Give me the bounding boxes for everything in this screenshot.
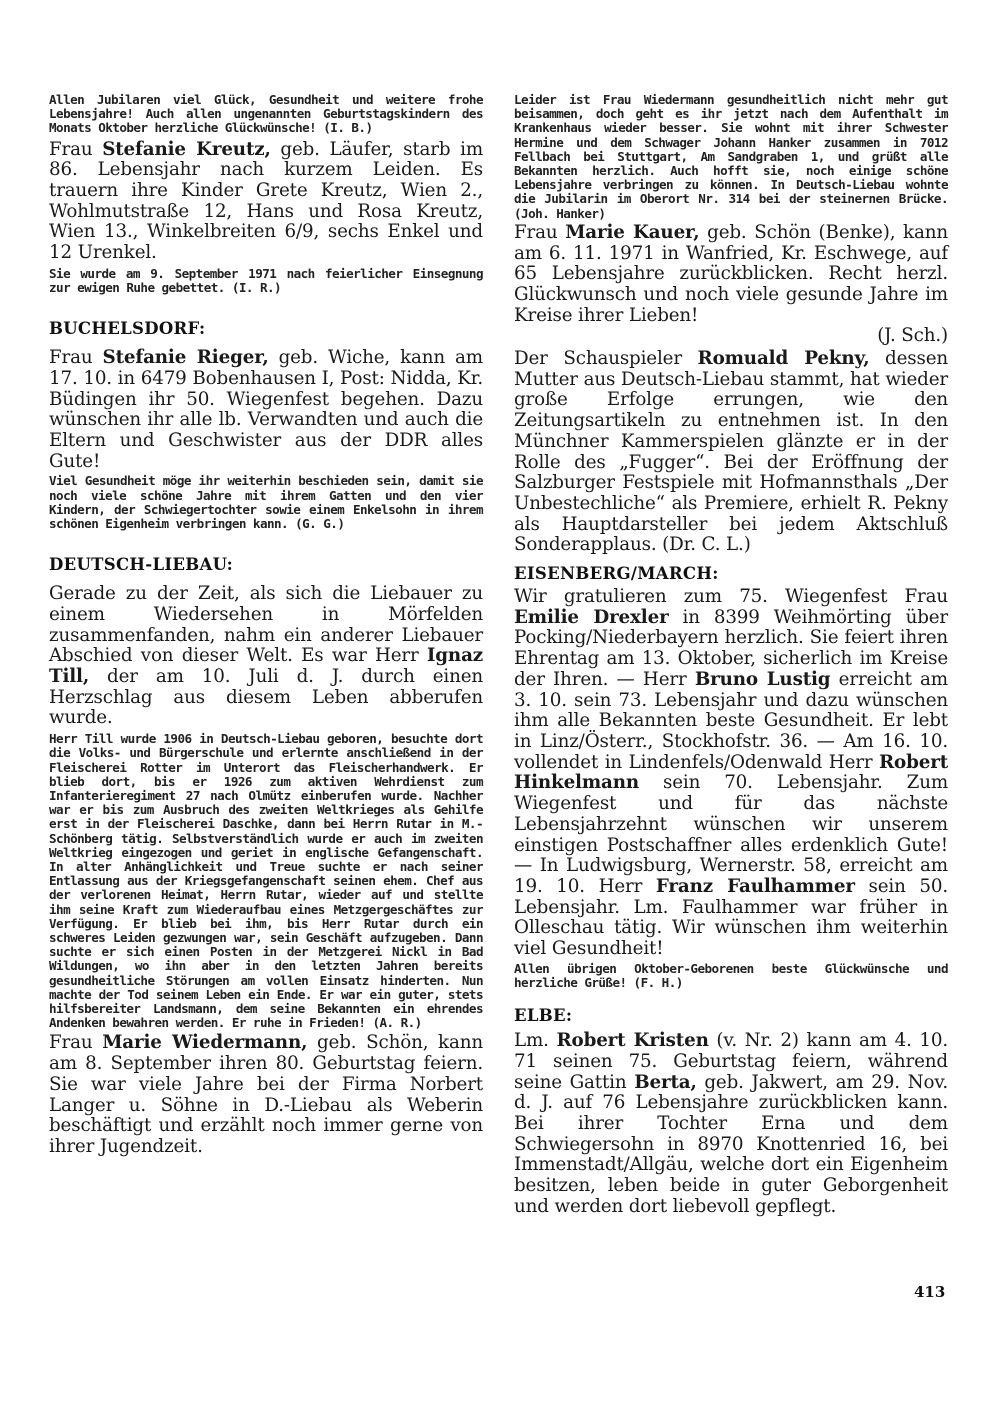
person-name: Stefanie Kreutz, xyxy=(102,138,271,160)
text: Der Schauspieler xyxy=(514,348,698,370)
section-heading-elbe: ELBE: xyxy=(514,1006,573,1026)
kauer-notice xyxy=(514,223,948,327)
person-name: Ignaz Till, xyxy=(49,645,483,688)
text: Wir gratulieren zum 75. Wiegenfest Frau xyxy=(514,586,948,608)
intro-note: Allen Jubilaren viel Glück, Gesundheit und weitere frohe Lebensjahre! Auch allen ungenannten Geburtstagskindern des Monats Oktober herzliche Glückwünsche! (I. B.) xyxy=(49,92,483,136)
text: Gerade zu der Zeit, als sich die Liebauer zu einem Wiedersehen in Mörfelden zusammenfanden, nahm ein anderer Liebauer Abschied von dieser Welt. Es war Herr xyxy=(49,583,483,667)
text: Lm. xyxy=(514,1030,557,1052)
page-number: 413 xyxy=(914,1283,946,1301)
wiedermann-notice xyxy=(49,1033,483,1157)
section-heading-deutsch-liebau: DEUTSCH-LIEBAU: xyxy=(49,555,234,575)
text: geb. Läufer, starb im 86. Lebensjahr nach kurzem Leiden. Es trauern ihre Kinder Grete Kreutz, Wien 2., Wohlmutstraße 12, Hans und Rosa Kreutz, Wien 13., Winkelbreiten 6/9, sechs Enkel und 12 Urenkel. xyxy=(49,138,484,264)
text: Frau xyxy=(514,221,566,243)
rieger-note: Viel Gesundheit möge ihr weiterhin beschieden sein, damit sie noch viele schöne Jahre mit ihrem Gatten und den vier Kindern, der Schwiegertochter sowie einem Enkelsohn in ihrem schönen Eigenheim verbringen kann. (G. G.) xyxy=(49,473,483,532)
person-name: Bruno Lustig xyxy=(694,668,831,690)
person-name: Franz Faulhammer xyxy=(655,875,855,897)
text: geb. Schön, kann am 8. September ihren 80. Geburtstag feiern. Sie war viele Jahre bei der Firma Norbert Langer u. Söhne in D.-Liebau als Weberin beschäftigt und erzählt noch immer gerne von ihrer Jugendzeit. xyxy=(49,1032,483,1157)
person-name: Robert Hinkelmann xyxy=(514,751,948,794)
text: der am 10. Juli d. J. durch einen Herzschlag aus diesem Leben abberufen wurde. xyxy=(49,666,483,729)
text: sein 70. Lebensjahr. Zum Wiegenfest und für das nächste Lebensjahrzehnt wünschen wir unserem einstigen Postschaffner alles erdenklich Gute! — In Ludwigsburg, Wernerstr. 58, erreicht am 19. 10. Herr xyxy=(514,772,948,897)
text: geb. Wiche, kann am 17. 10. in 6479 Bobenhausen I, Post: Nidda, Kr. Büdingen ihr 50. Wiegenfest begehen. Dazu wünschen ihr alle lb. Verwandten und auch die Eltern und Geschwister aus der DDR alles Gute! xyxy=(49,347,483,472)
section-heading-buchelsdorf: BUCHELSDORF: xyxy=(49,319,206,339)
person-name: Robert Kristen xyxy=(556,1030,709,1052)
text: (v. Nr. 2) kann am 4. 10. 71 seinen 75. Geburtstag feiern, während seine Gattin xyxy=(514,1030,949,1093)
text: Frau xyxy=(49,138,103,160)
kristen-notice xyxy=(514,1031,948,1217)
text: dessen Mutter aus Deutsch-Liebau stammt, hat wieder große Erfolge errungen, wie den Zeitungsartikeln zu entnehmen ist. In den Münchner Kammerspielen glänzte er in der Rolle des „Fugger“. Bei der Eröffnung der Salzburger Festspiele mit Hofmannsthals „Der Unbestechliche“ als Premiere, erhielt R. Pekny als Hauptdarsteller bei jedem Aktschluß Sonderapplaus. (Dr. C. L.) xyxy=(514,348,948,556)
text: geb. Schön (Benke), kann am 6. 11. 1971 in Wanfried, Kr. Eschwege, auf 65 Lebensjahre zurückblicken. Recht herzl. Glückwunsch und noch viele gesunde Jahre im Kreise ihrer Lieben! xyxy=(514,221,948,326)
eisenberg-note: Allen übrigen Oktober-Geborenen beste Glückwünsche und herzliche Grüße! (F. H.) xyxy=(514,960,948,990)
text: Frau xyxy=(49,1032,103,1054)
text: Frau xyxy=(49,347,103,369)
text: geb. Jakwert, am 29. Nov. d. J. auf 76 Lebensjahre zurückblicken kann. Bei ihrer Tochter Erna und dem Schwiegersohn in 8970 Knottenried 16, bei Immenstadt/Allgäu, welche dort ein Eigenheim besitzen, leben beide in guter Geborgenheit und werden dort liebevoll gepflegt. xyxy=(514,1071,948,1217)
person-name: Berta, xyxy=(634,1071,697,1093)
pekny-notice xyxy=(514,349,948,556)
person-name: Emilie Drexler xyxy=(514,606,669,628)
rieger-notice xyxy=(49,348,483,472)
kauer-signature: (J. Sch.) xyxy=(877,325,948,347)
wiedermann-note: Leider ist Frau Wiedermann gesundheitlich nicht mehr gut beisammen, doch geht es ihr jetzt nach dem Aufenthalt im Krankenhaus wieder besser. Sie wohnt mit ihrer Schwester Hermine und dem Schwager Johann Hanker zusammen in 7012 Fellbach bei Stuttgart, Am Sandgraben 1, und grüßt alle Bekannten herzlich. Auch hofft sie, noch einige schöne Lebensjahre verbringen zu können. In Deutsch-Liebau wohnte die Jubilarin im Oberort Nr. 314 bei der steinernen Brücke. (Joh. Hanker) xyxy=(514,92,948,221)
text: sein 50. Lebensjahr. Lm. Faulhammer war früher in Olleschau tätig. Wir wünschen ihm weiterhin viel Gesundheit! xyxy=(514,875,949,960)
till-obituary xyxy=(49,584,483,729)
kreutz-note: Sie wurde am 9. September 1971 nach feierlicher Einsegnung zur ewigen Ruhe gebettet. (I. R.) xyxy=(49,265,483,296)
person-name: Marie Kauer, xyxy=(565,221,700,243)
till-biography: Herr Till wurde 1906 in Deutsch-Liebau geboren, besuchte dort die Volks- und Bürgerschule und erlernte anschließend in der Fleischerei Rotter im Unterort das Fleischerhandwerk. Er blieb dort, bis er 1926 zum aktiven Wehrdienst zum Infanterieregiment 27 nach Olmütz einberufen wurde. Nachher war er bis zum Ausbruch des zweiten Weltkrieges als Gehilfe erst in der Fleischerei Daschke, dann bei Herrn Rutar in M.-Schönberg tätig. Selbstverständlich wurde er auch im zweiten Weltkrieg eingezogen und geriet in englische Gefangenschaft. In alter Anhänglichkeit und Treue suchte er nach seiner Entlassung aus der Kriegsgefangenschaft seinen ehem. Chef aus der verlorenen Heimat, Herrn Rutar, wieder auf und stellte ihm seine Kraft zum Wiederaufbau eines Metzgergeschäftes zur Verfügung. Er blieb bei ihm, bis Herr Rutar durch ein schweres Leiden gezwungen war, sein Geschäft aufzugeben. Dann suchte er sich einen Posten in der Metzgerei Nickl in Bad Wildungen, wo ihn aber in den letzten Jahren bereits gesundheitliche Störungen am vollen Einsatz hinderten. Nun machte der Tod seinem Leben ein Ende. Er war ein guter, stets hilfsbereiter Landsmann, dem seine Bekannten ein ehrendes Andenken bewahren werden. Er ruhe in Frieden! (A. R.) xyxy=(49,731,483,1031)
text: erreicht am 3. 10. sein 73. Lebensjahr und dazu wünschen ihm alle Bekannten beste Gesundheit. Er lebt in Linz/Österr., Stockhofstr. 36. — Am 16. 10. vollendet in Lindenfels/Odenwald Herr xyxy=(514,668,948,773)
eisenberg-notices xyxy=(514,587,948,960)
right-column xyxy=(514,93,948,1217)
person-name: Marie Wiedermann, xyxy=(102,1032,308,1054)
text: in 8399 Weihmörting über Pocking/Niederbayern herzlich. Sie feiert ihren Ehrentag am 13. Oktober, sicherlich im Kreise der Ihren. — Herr xyxy=(514,606,948,690)
section-heading-eisenberg-march: EISENBERG/MARCH: xyxy=(514,564,719,584)
person-name: Stefanie Rieger, xyxy=(102,347,269,369)
kreutz-obituary xyxy=(49,140,483,264)
left-column xyxy=(49,93,483,1158)
person-name: Romuald Pekny, xyxy=(697,348,870,370)
